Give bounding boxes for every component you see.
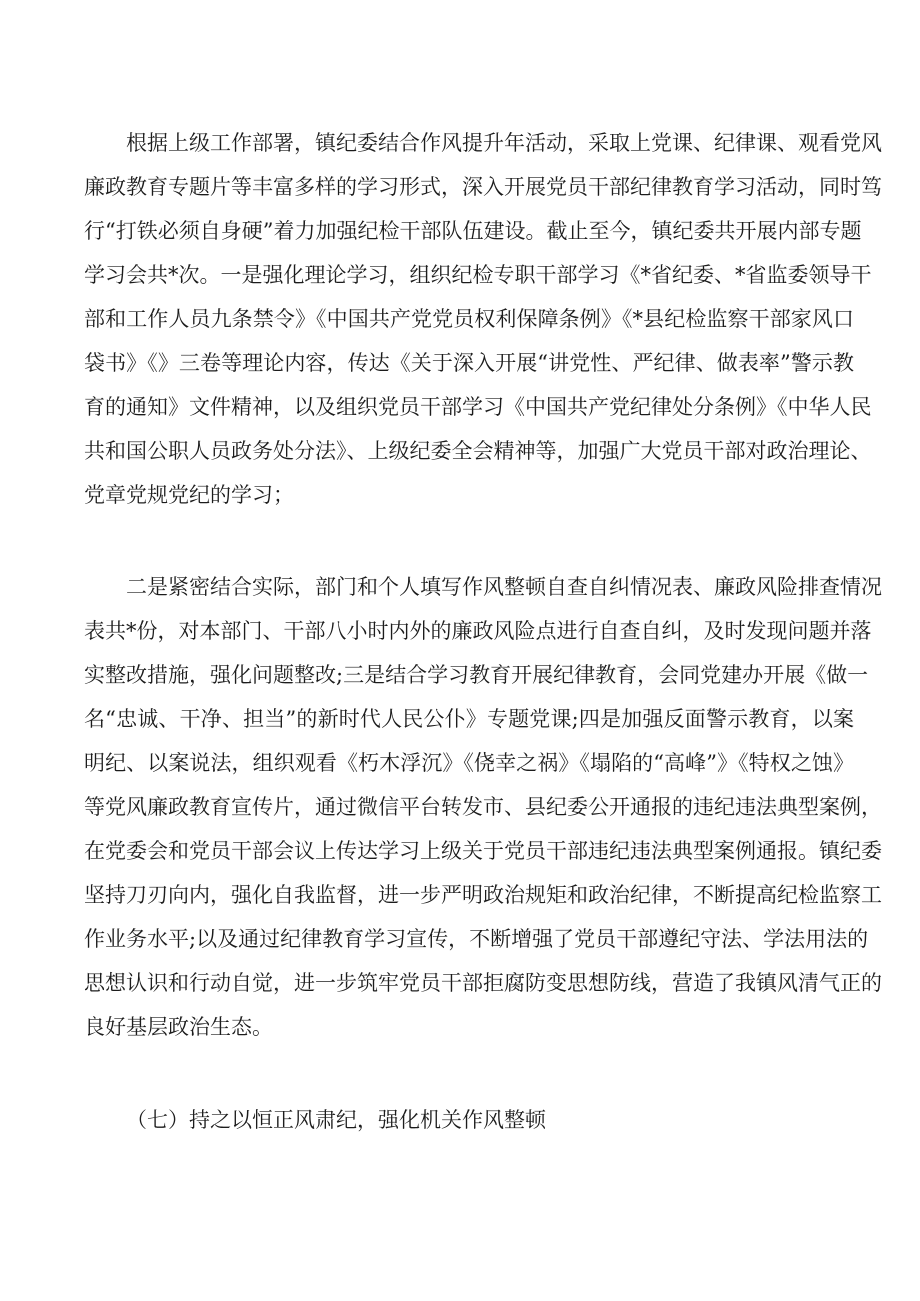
paragraph-line: 行“打铁必须自身硬”着力加强纪检干部队伍建设。截止至今，镇纪委共开展内部专题 [84, 219, 862, 243]
paragraph-line: 坚持刀刃向内，强化自我监督，进一步严明政治规矩和政治纪律，不断提高纪检监察工 [84, 883, 882, 907]
paragraph-line: 党章党规党纪的学习； [84, 483, 294, 507]
paragraph-line: 在党委会和党员干部会议上传达学习上级关于党员干部违纪违法典型案例通报。镇纪委 [84, 839, 882, 863]
paragraph-line: 作业务水平;以及通过纪律教育学习宣传，不断增强了党员干部遵纪守法、学法用法的 [84, 927, 869, 951]
paragraph-line: 二是紧密结合实际，部门和个人填写作风整顿自查自纠情况表、廉政风险排查情况 [126, 575, 882, 599]
paragraph-line: 部和工作人员九条禁令》《中国共产党党员权利保障条例》《*县纪检监察干部家风口 [84, 307, 854, 331]
paragraph-line: 明纪、以案说法，组织观看《朽木浮沉》《侥幸之祸》《塌陷的“高峰”》《特权之蚀》 [84, 751, 854, 775]
paragraph-line: 名“忠诚、干净、担当”的新时代人民公仆》专题党课;四是加强反面警示教育，以案 [84, 707, 854, 731]
paragraph-line: 育的通知》文件精神，以及组织党员干部学习《中国共产党纪律处分条例》《中华人民 [84, 395, 872, 419]
paragraph-line: 表共*份，对本部门、干部八小时内外的廉政风险点进行自查自纠，及时发现问题并落 [84, 619, 872, 643]
section-heading: （七）持之以恒正风肃纪，强化机关作风整顿 [126, 1108, 546, 1132]
paragraph-line: 思想认识和行动自觉，进一步筑牢党员干部拒腐防变思想防线，营造了我镇风清气正的 [84, 971, 882, 995]
paragraph-line: 共和国公职人员政务处分法》、上级纪委全会精神等，加强广大党员干部对政治理论、 [84, 439, 872, 463]
paragraph-line: 实整改措施，强化问题整改;三是结合学习教育开展纪律教育，会同党建办开展《做一 [84, 663, 869, 687]
paragraph-line: 廉政教育专题片等丰富多样的学习形式，深入开展党员干部纪律教育学习活动，同时笃 [84, 175, 882, 199]
paragraph-line: 等党风廉政教育宣传片，通过微信平台转发市、县纪委公开通报的违纪违法典型案例， [84, 795, 882, 819]
paragraph-line: 根据上级工作部署，镇纪委结合作风提升年活动，采取上党课、纪律课、观看党风 [126, 131, 882, 155]
paragraph-line: 学习会共*次。一是强化理论学习，组织纪检专职干部学习《*省纪委、*省监委领导干 [84, 263, 872, 287]
paragraph-line: 良好基层政治生态。 [84, 1015, 273, 1039]
paragraph-line: 袋书》《》三卷等理论内容，传达《关于深入开展“讲党性、严纪律、做表率”警示教 [84, 351, 854, 375]
